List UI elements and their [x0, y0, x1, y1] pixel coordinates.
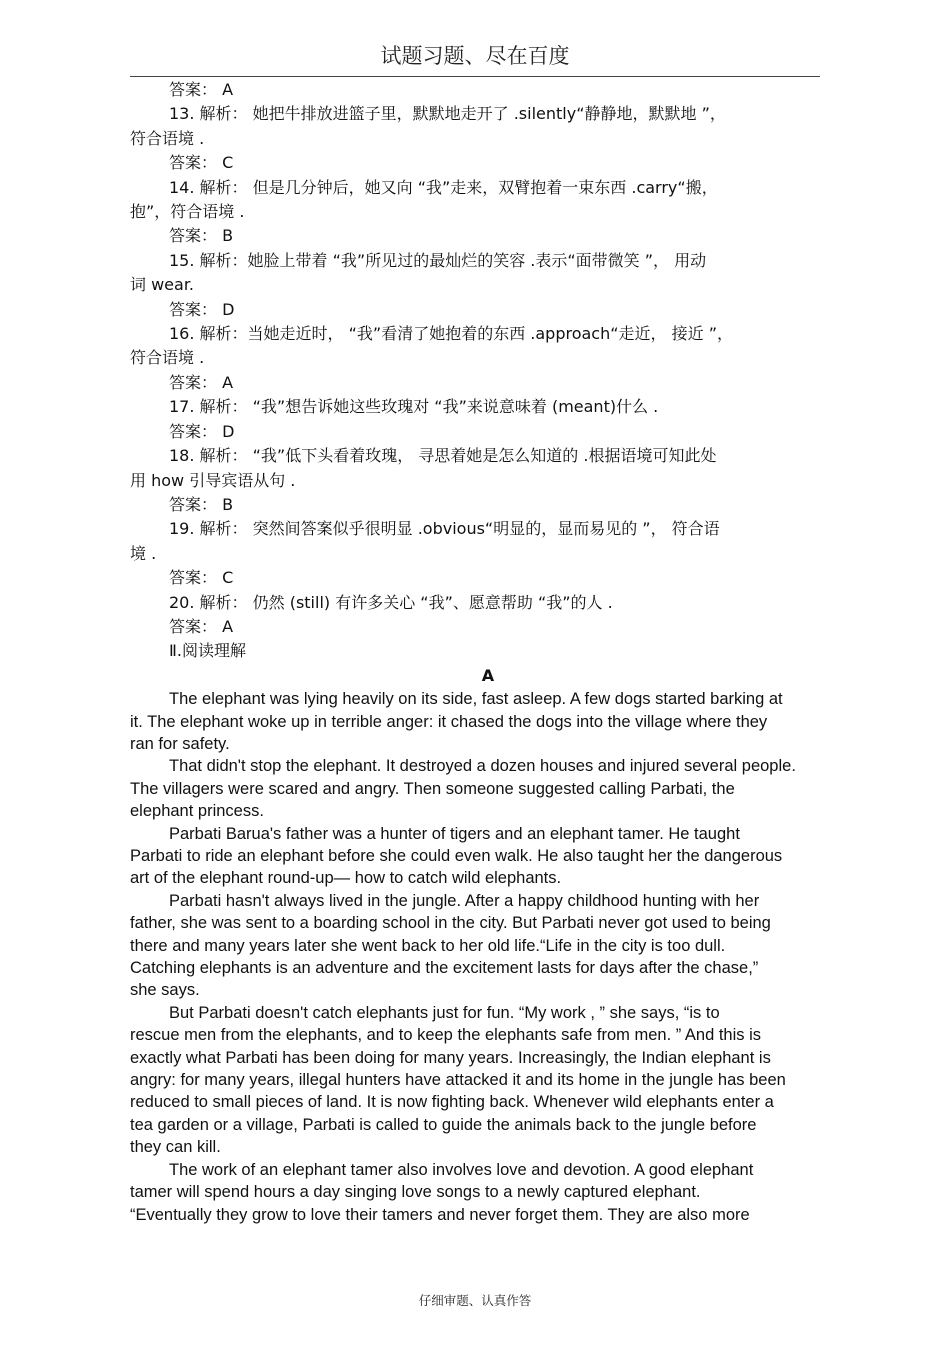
cloze-line: 答案： D	[169, 299, 235, 319]
passage-line: they can kill.	[130, 1138, 221, 1157]
passage-line: Parbati hasn't always lived in the jungle. After a happy childhood hunting with her	[169, 891, 760, 910]
passage-line: exactly what Parbati has been doing for many years. Increasingly, the Indian elephant is	[130, 1048, 771, 1067]
passage-line: there and many years later she went back to her old life.“Life in the city is too dull.	[130, 936, 726, 955]
cloze-line: 答案： D	[169, 421, 235, 441]
cloze-line: 符合语境 .	[130, 348, 205, 368]
cloze-line: 19. 解析： 突然间答案似乎很明显 .obvious“明显的，显而易见的 ”， 符合语	[169, 519, 720, 539]
passage-line: ran for safety.	[130, 734, 230, 753]
passage-line: father, she was sent to a boarding school in the city. But Parbati never got used to being	[130, 914, 771, 933]
passage-line: “Eventually they grow to love their tamers and never forget them. They are also more	[130, 1205, 750, 1224]
cloze-line: 20. 解析： 仍然 (still) 有许多关心 “我”、愿意帮助 “我”的人 .	[169, 592, 613, 612]
page-footer: 仔细审题、认真作答	[418, 1293, 532, 1308]
header-divider	[130, 76, 820, 77]
reading-passage-a	[130, 688, 846, 1226]
cloze-line: 17. 解析： “我”想告诉她这些玫瑰对 “我”来说意味着 (meant)什么 .	[169, 397, 659, 417]
cloze-line: 13. 解析： 她把牛排放进篮子里，默默地走开了 .silently“静静地，默默地 ”，	[169, 104, 726, 124]
passage-line: rescue men from the elephants, and to keep the elephants safe from men. ” And this is	[130, 1026, 762, 1045]
passage-line: Catching elephants is an adventure and the excitement lasts for days after the chase,”	[130, 959, 759, 978]
cloze-line: 符合语境 .	[130, 128, 205, 148]
cloze-line: 境 .	[130, 543, 157, 563]
passage-line: Parbati Barua's father was a hunter of tigers and an elephant tamer. He taught	[169, 824, 740, 843]
cloze-line: 答案： C	[169, 153, 234, 173]
passage-line: reduced to small pieces of land. It is now fighting back. Whenever wild elephants enter a	[130, 1093, 774, 1112]
document-body	[130, 78, 846, 1226]
cloze-line: 16. 解析：当她走近时， “我”看清了她抱着的东西 .approach“走近， 接近 ”，	[169, 324, 733, 344]
passage-line: tamer will spend hours a day singing love songs to a newly captured elephant.	[130, 1183, 701, 1202]
passage-line: it. The elephant woke up in terrible anger: it chased the dogs into the village where they	[130, 712, 768, 731]
passage-line: Parbati to ride an elephant before she could even walk. He also taught her the dangerous	[130, 847, 783, 865]
cloze-line: 用 how 引导宾语从句 .	[130, 470, 296, 490]
cloze-answers-section	[130, 78, 846, 688]
passage-line: elephant princess.	[130, 802, 264, 821]
cloze-line: 答案： A	[169, 616, 234, 636]
passage-line: art of the elephant round-up— how to catch wild elephants.	[130, 869, 562, 888]
passage-line: The villagers were scared and angry. Then someone suggested calling Parbati, the	[130, 779, 735, 798]
passage-line: she says.	[130, 981, 200, 1000]
cloze-line: 答案： A	[169, 372, 234, 392]
cloze-line: 15. 解析：她脸上带着 “我”所见过的最灿烂的笑容 .表示“面带微笑 ”， 用动	[169, 250, 707, 270]
passage-line: angry: for many years, illegal hunters have attacked it and its home in the jungle has been	[130, 1071, 786, 1090]
passage-line: That didn't stop the elephant. It destroyed a dozen houses and injured several people.	[169, 757, 796, 776]
cloze-line: A	[481, 665, 495, 685]
passage-line: tea garden or a village, Parbati is called to guide the animals back to the jungle before	[130, 1115, 757, 1134]
cloze-line: 答案： B	[169, 226, 234, 246]
cloze-line: 词 wear.	[130, 275, 195, 295]
page-header-title: 试题习题、尽在百度	[380, 44, 570, 68]
passage-line: But Parbati doesn't catch elephants just for fun. “My work , ” she says, “is to	[169, 1003, 720, 1022]
cloze-line: 答案： C	[169, 568, 234, 588]
cloze-line: 答案： B	[169, 494, 234, 514]
cloze-line: 14. 解析： 但是几分钟后，她又向 “我”走来，双臂抱着一束东西 .carry“搬，	[169, 177, 718, 197]
cloze-line: 答案： A	[169, 80, 234, 99]
passage-line: The work of an elephant tamer also involves love and devotion. A good elephant	[169, 1160, 754, 1179]
cloze-line: Ⅱ.阅读理解	[169, 641, 246, 661]
passage-line: The elephant was lying heavily on its side, fast asleep. A few dogs started barking at	[169, 690, 783, 709]
cloze-line: 抱”，符合语境 .	[130, 202, 245, 222]
cloze-line: 18. 解析： “我”低下头看着玫瑰， 寻思着她是怎么知道的 .根据语境可知此处	[169, 446, 717, 466]
